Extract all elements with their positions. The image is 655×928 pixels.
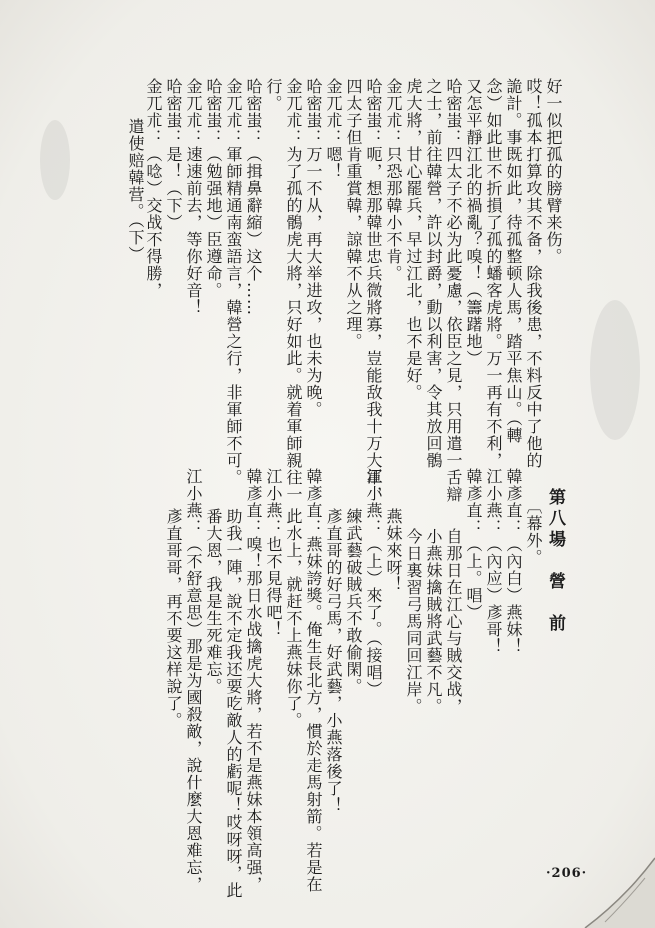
text-column: 又怎平靜江北的禍亂？嗅！（籌躇地） xyxy=(464,78,483,367)
text-column: 助我一陣，說不定我还要吃敵人的虧呢！哎呀呀，此 xyxy=(224,508,243,899)
lyric-line: 練武藝破賊兵不敢偷閑。 xyxy=(344,508,363,695)
text-column: 金兀朮：为了孤的鶻虎大將，只好如此。就着軍師親往一 xyxy=(284,78,303,503)
lyric-line: 今日裏習弓馬同回江岸。 xyxy=(404,528,423,715)
text-column: 哈密蚩：呃，想那韓世忠兵微將寡，豈能敌我十万大軍， xyxy=(364,78,383,503)
text-column: 韓彥直：嗅！那日水战擒虎大將，若不是燕妹本領高强， xyxy=(244,468,263,893)
upper-text-block xyxy=(126,78,568,503)
text-column: 詭計。事既如此，待孤整顿人馬，踏平焦山。（轉 xyxy=(504,78,523,444)
text-column: 之士，前往韓營，許以封爵，動以利害，令其放回鶻 xyxy=(424,78,443,469)
text-column: 金兀朮：（唸）交战不得勝， xyxy=(144,78,163,299)
text-column: 念）如此世不折損了孤的蟠客虎將。万一再有不利， xyxy=(484,78,503,469)
scene-heading: 第八場 營 前 xyxy=(545,488,565,635)
text-column: 哈密蚩：（勉强地）臣遵命。 xyxy=(204,78,223,299)
text-column: 此水上，就赶不上燕妹你了。 xyxy=(284,508,303,729)
lyric-line: 自那日在江心与賊交战， xyxy=(444,528,463,715)
text-column: 哈密蚩：万一不从，再大举进攻，也未为晚。 xyxy=(304,78,323,418)
text-column: 哎！孤本打算攻其不备，除我後患，不料反中了他的 xyxy=(524,78,543,469)
page-number: ·206· xyxy=(546,866,588,881)
text-column: 韓彥直：（內白）燕妹！ xyxy=(504,468,523,655)
text-column: 江小燕：（不舒意思）那是为國殺敵，說什麼大恩难忘， xyxy=(184,468,203,893)
text-column: 江小燕：（上）來了。（接唱） xyxy=(364,468,383,698)
text-column: 哈密蚩：（揖鼻辭縮）这个…… xyxy=(244,78,263,316)
text-column: 金兀朮：嗯！ xyxy=(324,78,343,180)
lyric-line: 小燕妹擒賊將武藝不凡。 xyxy=(424,528,443,715)
scan-smudge xyxy=(40,120,70,200)
text-column: 哈密蚩：四太子不必为此憂慮，依臣之見，只用遣一舌辯 xyxy=(444,78,463,503)
text-column: 虎大將，甘心罷兵，早过江北，也不是好。 xyxy=(404,78,423,401)
text-column: 好一似把孤的膀臂来伤。 xyxy=(544,78,563,265)
text-column: 番大恩，我是生死难忘。 xyxy=(204,508,223,695)
scan-smudge xyxy=(590,300,640,440)
text-column: 行。 xyxy=(264,78,283,112)
text-column: 韓彥直：（上。唱） xyxy=(464,468,483,621)
text-column: 哈密蚩：是！（下） xyxy=(164,78,183,231)
text-column: 江小燕：（內应）彥哥！ xyxy=(484,468,503,655)
text-column: 四太子但肯重賞韓，諒韓不从之理。 xyxy=(344,78,363,350)
text-column: 江小燕：也不見得吧！ xyxy=(264,468,283,638)
page-curl-decoration xyxy=(565,838,655,928)
stage-direction: 〔幕外。 xyxy=(524,498,543,566)
text-column: 彥直哥的好弓馬，好武藝，小燕落後了！ xyxy=(324,508,343,814)
text-column: 彥直哥哥，再不要这样說了。 xyxy=(164,508,183,729)
text-column: 遣使赔韓营。（下） xyxy=(126,118,145,263)
text-column: 韓彥直：燕妹誇獎。俺生長北方，慣於走馬射箭。若是在 xyxy=(304,468,323,893)
text-column: 金兀朮：速速前去，等你好音！ xyxy=(184,78,203,316)
text-column: 金兀朮：只恐那韓小不肯。 xyxy=(384,78,403,282)
text-column: 金兀朮：軍師精通南蛮語言，韓營之行，非軍師不可。 xyxy=(224,78,243,486)
text-column: 燕妹來呀！ xyxy=(384,508,403,593)
